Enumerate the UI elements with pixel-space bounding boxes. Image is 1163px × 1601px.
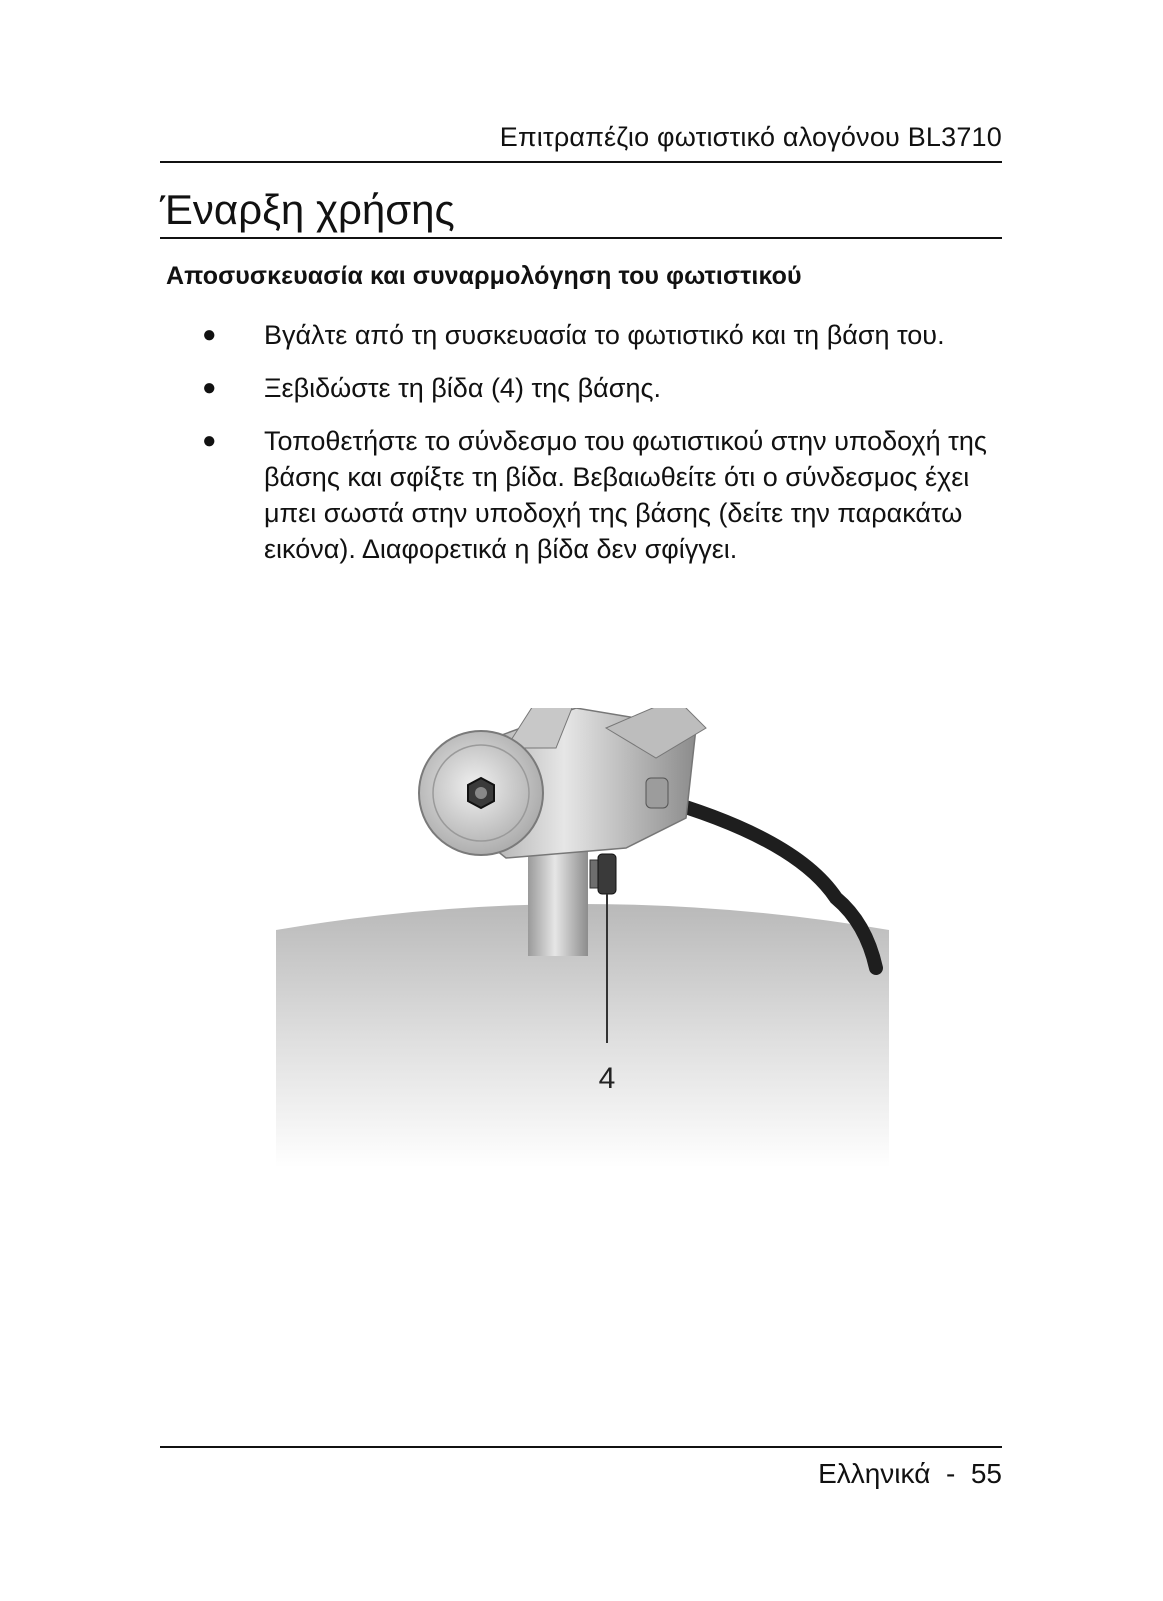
list-item bbox=[200, 423, 1000, 567]
callout-label: 4 bbox=[598, 1062, 616, 1095]
bullet-icon: ● bbox=[202, 374, 217, 401]
list-item-text: Βγάλτε από τη συσκευασία το φωτιστικό και τη βάση του. bbox=[264, 320, 945, 350]
footer-separator: - bbox=[945, 1458, 956, 1489]
page-number: 55 bbox=[970, 1458, 1002, 1489]
header-rule bbox=[160, 161, 1002, 163]
title-rule bbox=[160, 237, 1002, 239]
list-item-text: Τοποθετήστε το σύνδεσμο του φωτιστικού στην υποδοχή της βάσης και σφίξτε τη βίδα. Βεβαιωθείτε ότι ο σύνδεσμος έχει μπει σωστά στην υποδοχή της βάσης (δείτε την παρακάτω εικόνα). Διαφορετικά η βίδα δεν σφίγγει. bbox=[264, 426, 987, 564]
subheading: Αποσυσκευασία και συναρμολόγηση του φωτιστικού bbox=[166, 262, 802, 290]
thumb-screw bbox=[598, 854, 616, 894]
cable-grommet bbox=[646, 778, 668, 808]
footer-language: Ελληνικά bbox=[818, 1458, 931, 1489]
footer-rule bbox=[160, 1446, 1002, 1448]
bullet-icon: ● bbox=[202, 321, 217, 348]
page-footer bbox=[160, 1458, 1002, 1490]
list-item-text: Ξεβιδώστε τη βίδα (4) της βάσης. bbox=[264, 373, 661, 403]
lamp-assembly-illustration bbox=[276, 708, 889, 1168]
running-header: Επιτραπέζιο φωτιστικό αλογόνου BL3710 bbox=[499, 122, 1002, 152]
bullet-icon: ● bbox=[202, 427, 217, 454]
list-item bbox=[200, 317, 1000, 353]
instruction-list bbox=[200, 317, 1000, 584]
section-title: Έναρξη χρήσης bbox=[160, 186, 455, 233]
list-item bbox=[200, 370, 1000, 406]
lamp-base-photo bbox=[276, 708, 889, 1168]
